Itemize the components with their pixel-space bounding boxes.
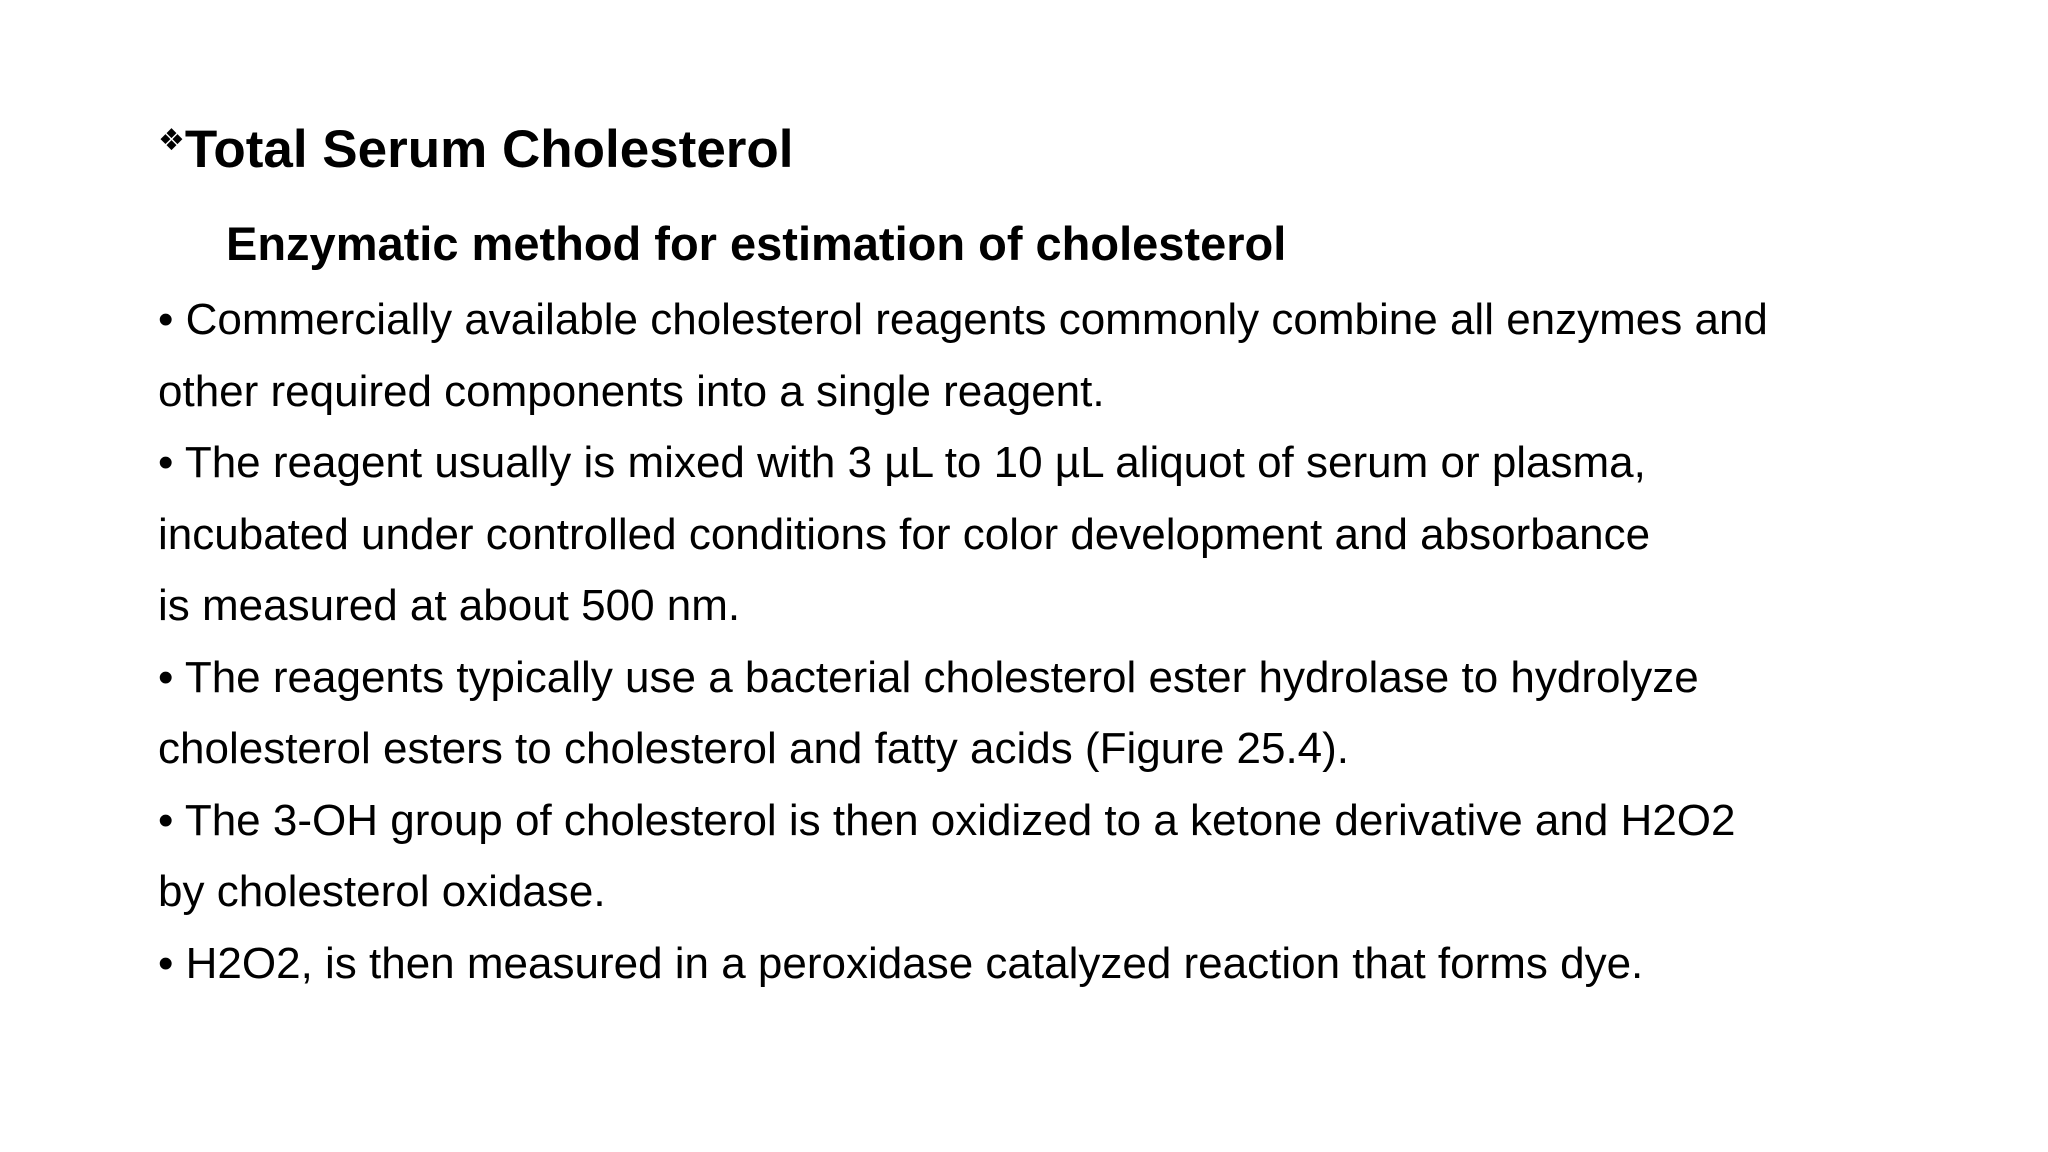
slide-title: Total Serum Cholesterol <box>184 120 794 179</box>
body-line: • The 3-OH group of cholesterol is then oxidized to a ketone derivative and H2O2 <box>158 795 1736 845</box>
slide-body <box>158 284 2018 999</box>
body-line: • The reagent usually is mixed with 3 µL to 10 µL aliquot of serum or plasma, <box>158 438 1646 487</box>
body-line: • Commercially available cholesterol reagents commonly combine all enzymes and <box>158 295 1768 344</box>
body-line: cholesterol esters to cholesterol and fatty acids (Figure 25.4). <box>158 724 1350 773</box>
body-line: is measured at about 500 nm. <box>158 581 741 630</box>
body-line: incubated under controlled conditions for color development and absorbance <box>158 509 1651 559</box>
slide-subtitle: Enzymatic method for estimation of cholesterol <box>226 217 1287 270</box>
body-line: other required components into a single reagent. <box>158 366 1105 416</box>
title-row <box>158 120 794 200</box>
body-line: • H2O2, is then measured in a peroxidase catalyzed reaction that forms dye. <box>158 938 1644 988</box>
diamond-bullet-icon: ❖ <box>158 124 185 157</box>
body-line: by cholesterol oxidase. <box>158 867 606 916</box>
body-line: • The reagents typically use a bacterial cholesterol ester hydrolase to hydrolyze <box>158 652 1699 702</box>
